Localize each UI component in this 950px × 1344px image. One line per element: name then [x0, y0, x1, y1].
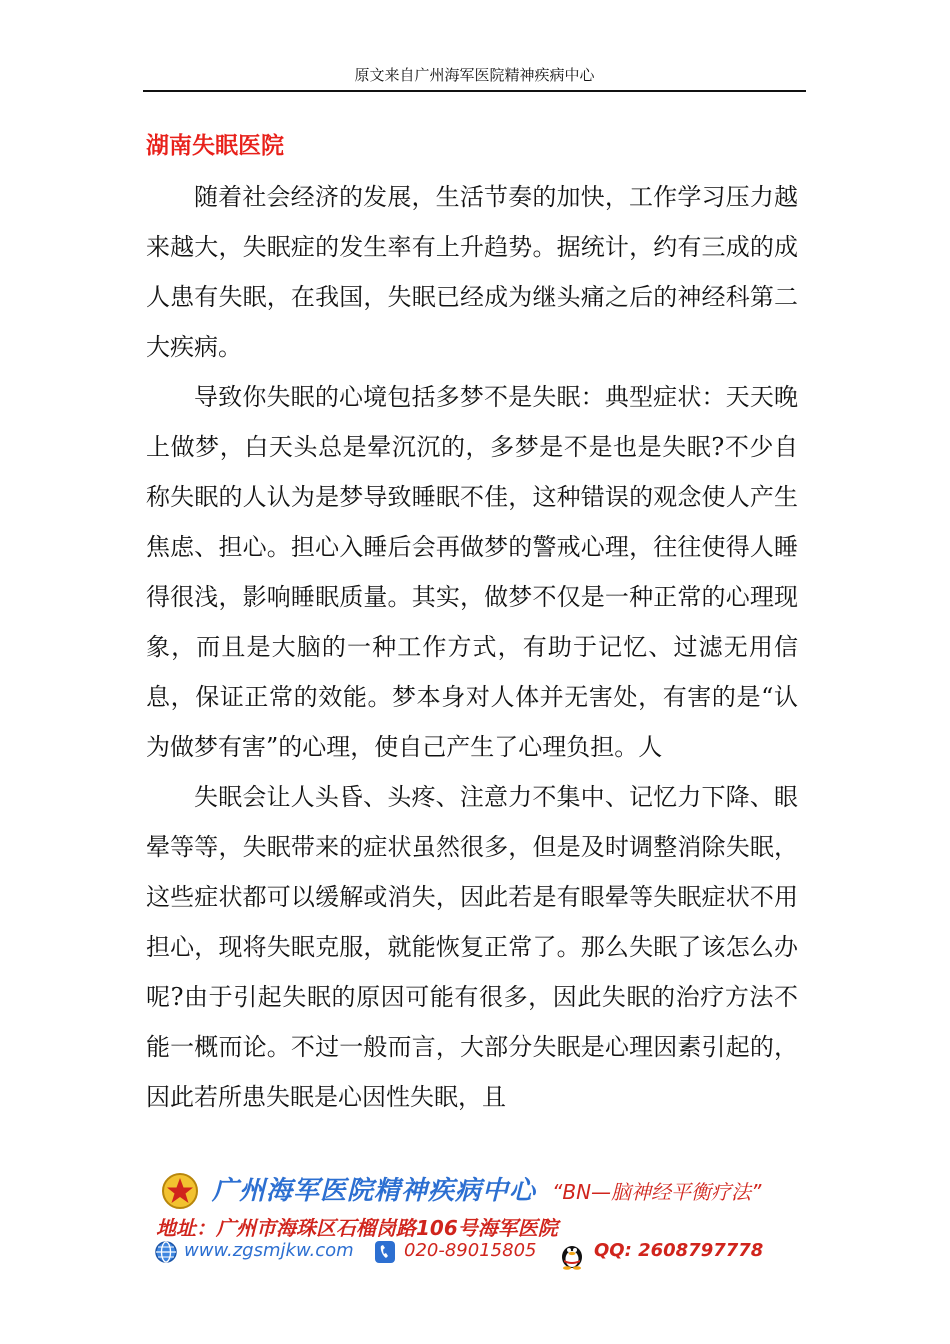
footer-qq: QQ: 2608797778: [594, 1240, 764, 1261]
footer-website-link[interactable]: www.zgsmjkw.com: [184, 1240, 354, 1261]
article-title: 湖南失眠医院: [146, 133, 284, 159]
header-source-text: 原文来自广州海军医院精神疾病中心: [354, 66, 595, 84]
phone-icon: [374, 1240, 396, 1264]
footer-slogan: “BN—脑神经平衡疗法”: [552, 1180, 762, 1204]
page-header: [143, 64, 806, 92]
footer-phone: 020-89015805: [404, 1240, 537, 1261]
paragraph-1: 随着社会经济的发展，生活节奏的加快，工作学习压力越来越大，失眠症的发生率有上升趋势。据统计，约有三成的成人患有失眠，在我国，失眠已经成为继头痛之后的神经科第二大疾病。: [146, 183, 798, 361]
paragraph-2: 导致你失眠的心境包括多梦不是失眠：典型症状：天天晚上做梦，白天头总是晕沉沉的，多梦是不是也是失眠?不少自称失眠的人认为是梦导致睡眠不佳，这种错误的观念使人产生焦虑、担心。担心入睡后会再做梦的警戒心理，往往使得人睡得很浅，影响睡眠质量。其实，做梦不仅是一种正常的心理现象，而且是大脑的一种工作方式，有助于记忆、过滤无用信息，保证正常的效能。梦本身对人体并无害处，有害的是“认为做梦有害”的心理，使自己产生了心理负担。人: [146, 383, 798, 761]
footer-address: 地址：广州市海珠区石榴岗路106号海军医院: [156, 1216, 558, 1240]
footer-hospital-name: 广州海军医院精神疾病中心: [212, 1176, 537, 1206]
army-emblem-icon: [160, 1172, 200, 1210]
globe-icon: [154, 1240, 178, 1264]
footer-banner: [150, 1168, 810, 1278]
qq-penguin-icon: [558, 1240, 586, 1270]
footer-contact-row: [150, 1240, 810, 1270]
article-body: [146, 172, 798, 1122]
paragraph-3: 失眠会让人头昏、头疼、注意力不集中、记忆力下降、眼晕等等，失眠带来的症状虽然很多，但是及时调整消除失眠，这些症状都可以缓解或消失，因此若是有眼晕等失眠症状不用担心，现将失眠克服，就能恢复正常了。那么失眠了该怎么办呢?由于引起失眠的原因可能有很多，因此失眠的治疗方法不能一概而论。不过一般而言，大部分失眠是心理因素引起的，因此若所患失眠是心因性失眠，且: [146, 783, 798, 1111]
